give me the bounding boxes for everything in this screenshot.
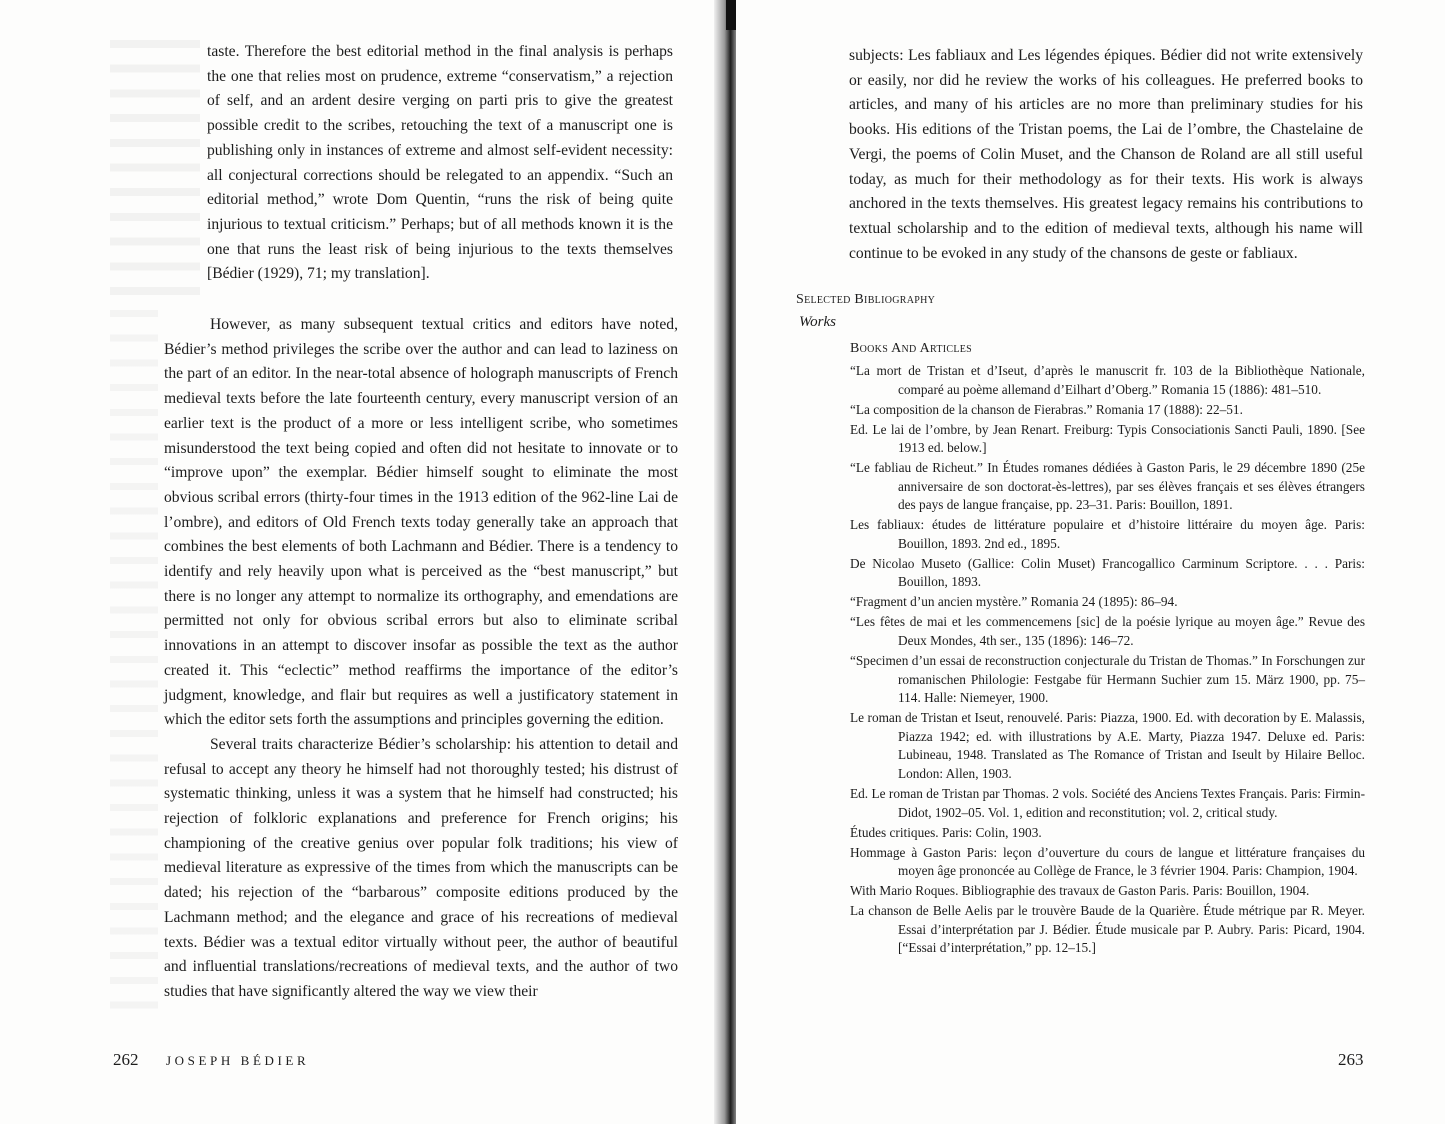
body-text (849, 44, 1363, 266)
bibliography-entry: Ed. Le lai de l’ombre, by Jean Renart. Freiburg: Typis Consociationis Sancti Pauli, 1890. [See 1913 ed. below.] (850, 421, 1365, 456)
books-heading: Books And Articles (850, 341, 973, 356)
left-page (0, 0, 722, 1124)
right-page (736, 0, 1445, 1124)
page-number: 263 (1338, 1050, 1364, 1069)
bibliography-heading: Selected Bibliography (796, 292, 936, 307)
paragraph: Several traits characterize Bédier’s scholarship: his attention to detail and refusal to accept any theory he himself had not thoroughly tested; his distrust of systematic thinking, unless it was a system that he himself had constructed; his rejection of folkloric explanations and preference for French origins; his championing of the creative genius over popular folk traditions; his view of medieval literature as expressive of the times from which the manuscripts can be dated; his rejection of the “barbarous” composite editions produced by the Lachmann method; and the elegance and grace of his recreations of medieval texts. Bédier was a textual editor virtually without peer, the author of beautiful and influential translations/recreations of medieval texts, and the author of two studies that have significantly altered the way we view their (164, 735, 678, 1000)
quoted-passage (207, 40, 673, 287)
bibliography-entry: De Nicolao Museto (Gallice: Colin Muset) Francogallico Carminum Scriptore. . . . Paris: Bouillon, 1893. (850, 555, 1365, 590)
bibliography-list (850, 362, 1365, 959)
show-through-text (110, 310, 158, 1010)
bibliography-entry: Hommage à Gaston Paris: leçon d’ouverture du cours de langue et littérature françaises du moyen âge prononcée au Collège de France, le 3 février 1904. Paris: Champion, 1904. (850, 844, 1365, 879)
bibliography-entry: Le roman de Tristan et Iseut, renouvelé. Paris: Piazza, 1900. Ed. with decoration by E. Malassis, Piazza 1942; ed. with illustrations by A.E. Marty, Piazza 1947. Deluxe ed. Paris: Lubineau, 1948. Translated as The Romance of Tristan and Iseult by Hilaire Belloc. London: Allen, 1903. (850, 710, 1365, 781)
bibliography-entry: Les fabliaux: études de littérature populaire et d’histoire littéraire du moyen âge. Paris: Bouillon, 1893. 2nd ed., 1895. (850, 517, 1365, 551)
works-heading: Works (799, 314, 836, 330)
body-text (164, 313, 678, 1005)
bibliography-entry: Ed. Le roman de Tristan par Thomas. 2 vols. Société des Anciens Textes Français. Paris: Firmin-Didot, 1902–05. Vol. 1, edition and reconstitution; vol. 2, critical study. (850, 785, 1365, 820)
paragraph: However, as many subsequent textual critics and editors have noted, Bédier’s method privileges the scribe over the author and can lead to laziness on the part of an editor. In the near-total absence of holograph manuscripts of French medieval texts before the late fourteenth century, every manuscript version of an earlier text is the product of a more or less intelligent scribe, who sometimes misunderstood the text being copied and often did not hesitate to innovate or to “improve upon” the exemplar. Bédier himself sought to eliminate the most obvious scribal errors (thirty-four times in the 1913 edition of the 962-line Lai de l’ombre), and editors of Old French texts today generally take an approach that combines the best elements of both Lachmann and Bédier. There is a tendency to identify and rely heavily upon what is perceived as the “best manuscript,” but there is no longer any attempt to normalize its orthography, and emendations are permitted not only for obvious scribal errors but also to eliminate scribal innovations in an attempt to discover insofar as possible the text as the author created it. This “eclectic” method reaffirms the importance of the editor’s judgment, knowledge, and flair but requires as well a justificatory statement in which the editor sets forth the assumptions and principles governing the edition. (164, 316, 678, 729)
show-through-text (110, 40, 200, 300)
paragraph-continued: taste. Therefore the best editorial method in the final analysis is perhaps the one that relies most on prudence, extreme “conservatism,” a rejection of self, and an ardent desire verging on parti pris to give the greatest possible credit to the scribes, retouching the text of a manuscript one is publishing only in instances of extreme and almost self-evident necessity: all conjectural corrections should be relegated to an appendix. “Such an editorial method,” wrote Dom Quentin, “runs the risk of being quite injurious to textual criticism.” Perhaps; but of all methods known it is the one that runs the least risk of being injurious to the texts themselves [Bédier (1929), 71; my translation]. (207, 43, 673, 283)
bibliography-entry: “Fragment d’un ancien mystère.” Romania 24 (1895): 86–94. (850, 594, 1178, 610)
page-number: 262 (113, 1050, 139, 1069)
bibliography-entry: “Le fabliau de Richeut.” In Études romanes dédiées à Gaston Paris, le 29 décembre 1890 (25e anniversaire de son doctorat-ès-lettres), par ses élèves français et ses élèves étrangers des pays de langue française, pp. 23–31. Paris: Bouillon, 1891. (850, 460, 1365, 513)
running-head: JOSEPH BÉDIER (166, 1053, 310, 1068)
bibliography-entry: “La mort de Tristan et d’Iseut, d’après le manuscrit fr. 103 de la Bibliothèque Nationale, comparé au poème allemand d’Eilhart d’Oberg.” Romania 15 (1886): 481–510. (850, 363, 1365, 397)
bibliography-entry: “Specimen d’un essai de reconstruction conjecturale du Tristan de Thomas.” In Forschungen zur romanischen Philologie: Festgabe für Hermann Suchier zum 15. März 1900, pp. 75–114. Halle: Niemeyer, 1900. (850, 653, 1365, 706)
paragraph-continued: subjects: Les fabliaux and Les légendes épiques. Bédier did not write extensively or easily, nor did he review the works of his colleagues. He preferred books to articles, and many of his articles are no more than preliminary studies for his books. His editions of the Tristan poems, the Lai de l’ombre, the Chastelaine de Vergi, the poems of Colin Muset, and the Chanson de Roland are all still useful today, as much for their methodology as for their texts. His work is always anchored in the texts themselves. His greatest legacy remains his contributions to textual scholarship and to the edition of medieval texts, although his name will continue to be evoked in any study of the chansons de geste or fabliaux. (849, 47, 1363, 262)
bibliography-entry: “La composition de la chanson de Fierabras.” Romania 17 (1888): 22–51. (850, 401, 1243, 417)
bibliography-entry: Études critiques. Paris: Colin, 1903. (850, 824, 1042, 840)
bibliography-entry: La chanson de Belle Aelis par le trouvère Baude de la Quarière. Étude métrique par R. Meyer. Essai d’interprétation par J. Bédier. Étude musicale par P. Aubry. Paris: Picard, 1904. [“Essai d’interprétation,” pp. 12–15.] (850, 903, 1365, 956)
bibliography-entry: “Les fêtes de mai et les commencemens [sic] de la poésie lyrique au moyen âge.” Revue des Deux Mondes, 4th ser., 135 (1896): 146–72. (850, 614, 1365, 649)
bibliography-entry: With Mario Roques. Bibliographie des travaux de Gaston Paris. Paris: Bouillon, 1904. (850, 883, 1310, 899)
